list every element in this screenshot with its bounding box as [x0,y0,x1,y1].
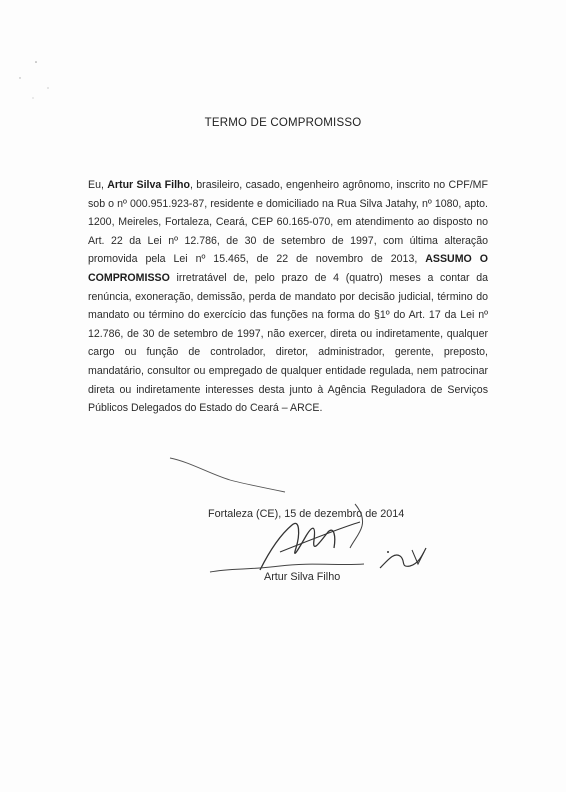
commitment-paragraph [88,176,488,418]
bold-text-run: ASSUMO O COMPROMISSO [88,253,488,284]
text-run: Eu, [88,179,108,191]
text-run: irretratável de, pelo prazo de 4 (quatro) meses a contar da renúncia, exoneração, demissão, perda de mandato por decisão judicial, término do mandato ou término do exercício das funções na forma do §1º do Art. 17 da Lei nº 12.786, de 30 de setembro de 1997, não exercer, direta ou indiretamente, qualquer cargo ou função de controlador, diretor, administrador, gerente, preposto, mandatário, consultor ou empregado de qualquer entidade regulada, nem patrocinar direta ou indiretamente interesses desta junto à Agência Reguladora de Serviços Públicos Delegados do Estado do Ceará – ARCE. [88,271,488,415]
text-run: , brasileiro, casado, engenheiro agrônomo, inscrito no CPF/MF sob o nº 000.951.923-87, residente e domiciliado na Rua Silva Jatahy, nº 1080, apto. 1200, Meireles, Fortaleza, Ceará, CEP 60.165-070, em atendimento ao disposto no Art. 22 da Lei nº 12.786, de 30 de setembro de 1997, com última alteração promovida pela Lei nº 15.465, de 22 de novembro de 2013, [88,179,488,266]
handwritten-signature [150,440,450,580]
document-title: TERMO DE COMPROMISSO [204,117,362,129]
bold-text-run: Artur Silva Filho [107,179,190,191]
place-date: Fortaleza (CE), 15 de dezembro de 2014 [208,508,405,520]
signer-name: Artur Silva Filho [264,571,341,583]
scan-specks [0,0,566,120]
